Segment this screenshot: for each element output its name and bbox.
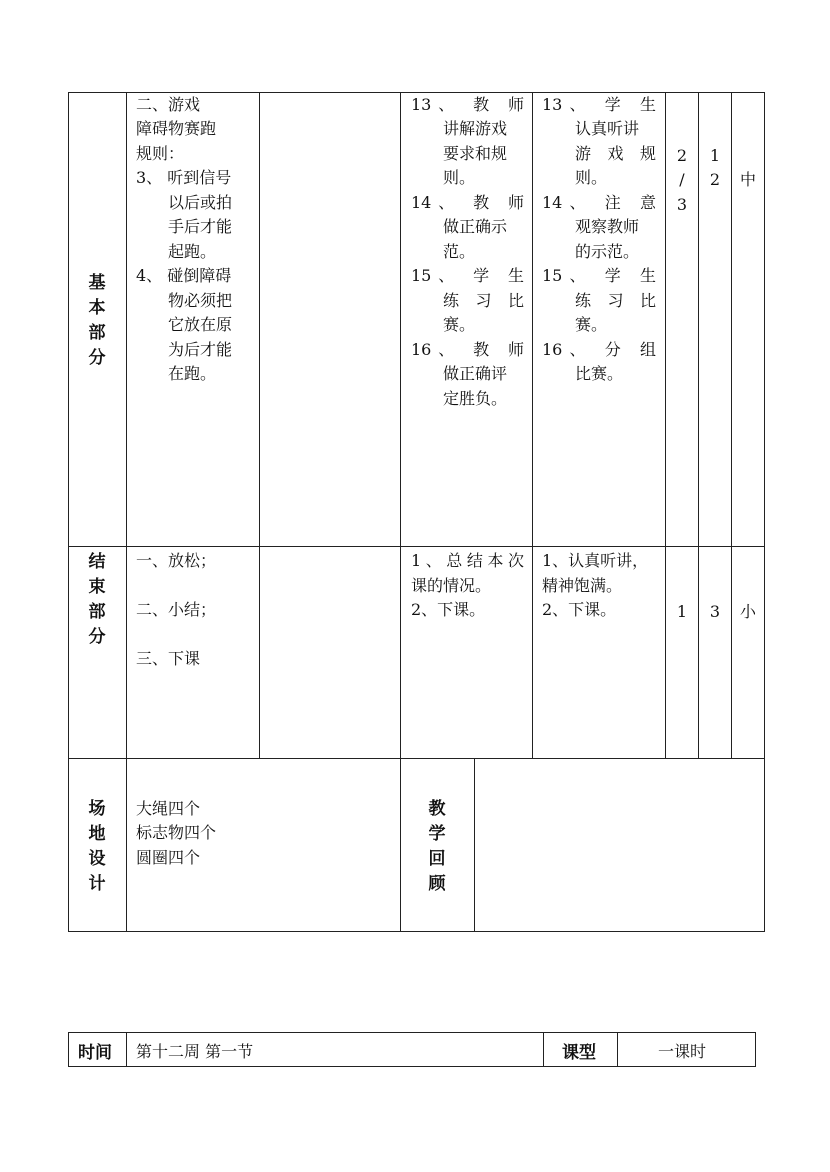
teacher-line: 讲解游戏	[443, 119, 508, 138]
teacher-line: 做正确评	[443, 364, 508, 383]
teacher-line: 做正确示	[443, 217, 508, 236]
teacher-line: 范。	[443, 242, 476, 261]
student-line: 比赛。	[575, 364, 624, 383]
time-label: 时间	[78, 1043, 112, 1063]
header-char: 计	[88, 874, 106, 894]
teacher-line: 13、 教 师	[411, 95, 524, 114]
table-border	[68, 758, 765, 759]
content-line: 在跑。	[168, 364, 217, 383]
end-time: 3	[709, 602, 721, 621]
table-border	[532, 92, 533, 759]
type-label: 课型	[562, 1043, 596, 1063]
type-value: 一课时	[658, 1042, 707, 1061]
header-char: 顾	[428, 874, 446, 894]
table-border	[68, 1066, 756, 1067]
header-char: 部	[88, 323, 106, 343]
teacher-line: 15、 学 生	[411, 266, 524, 285]
teacher-line: 定胜负。	[443, 389, 508, 408]
header-char: 分	[88, 348, 106, 368]
end-item: 二、小结；	[136, 600, 217, 619]
time-char: 1	[709, 146, 721, 165]
end-item: 一、放松；	[136, 551, 217, 570]
table-border	[68, 1032, 69, 1067]
table-border	[755, 1032, 756, 1067]
teacher-line: 练 习 比	[443, 291, 524, 310]
header-char: 束	[88, 577, 106, 597]
watermark	[348, 1092, 412, 1169]
header-char: 设	[88, 849, 106, 869]
count-char: 3	[676, 195, 688, 214]
student-line: 15、 学 生	[542, 266, 656, 285]
content-line: 起跑。	[168, 242, 217, 261]
header-char: 结	[88, 552, 106, 572]
student-line: 的示范。	[575, 242, 640, 261]
student-line: 精神饱满。	[542, 576, 623, 595]
header-char: 地	[88, 824, 106, 844]
teacher-line: 赛。	[443, 315, 476, 334]
content-line: 4、 碰倒障碍	[136, 266, 232, 285]
header-char: 学	[428, 824, 446, 844]
teacher-line: 要求和规	[443, 144, 508, 163]
teacher-line: 则。	[443, 168, 476, 187]
student-line: 13、 学 生	[542, 95, 656, 114]
table-border	[68, 546, 765, 547]
content-line: 规则：	[136, 144, 185, 163]
content-line: 它放在原	[168, 315, 233, 334]
content-line: 物必须把	[168, 291, 233, 310]
content-line: 为后才能	[168, 340, 233, 359]
teacher-line: 课的情况。	[411, 576, 492, 595]
header-char: 本	[88, 298, 106, 318]
end-count: 1	[676, 602, 688, 621]
content-line: 手后才能	[168, 217, 233, 236]
teacher-line: 2、下课。	[411, 600, 486, 619]
end-intensity: 小	[739, 602, 756, 621]
count-char: /	[679, 170, 685, 189]
table-border	[68, 92, 69, 932]
table-border	[126, 1032, 127, 1067]
student-line: 则。	[575, 168, 608, 187]
basic-section-header	[86, 271, 108, 371]
table-border	[259, 92, 260, 759]
table-border	[68, 931, 765, 932]
time-value: 第十二周 第一节	[136, 1042, 254, 1061]
teacher-line: 1、总结本次	[411, 551, 524, 570]
teacher-line: 16、 教 师	[411, 340, 524, 359]
table-border	[68, 1032, 756, 1033]
teacher-line: 14、 教 师	[411, 193, 524, 212]
table-border	[126, 92, 127, 932]
student-line: 16、 分 组	[542, 340, 656, 359]
content-line: 障碍物赛跑	[136, 119, 217, 138]
header-char: 回	[428, 849, 446, 869]
header-char: 教	[428, 799, 446, 819]
header-char: 基	[88, 273, 106, 293]
student-line: 练 习 比	[575, 291, 656, 310]
venue-item: 圆圈四个	[136, 848, 201, 867]
basic-intensity: 中	[739, 170, 756, 189]
header-char: 场	[88, 799, 106, 819]
student-line: 14、 注 意	[542, 193, 656, 212]
student-line: 赛。	[575, 315, 608, 334]
end-section-header	[86, 550, 108, 650]
content-line: 二、游戏	[136, 95, 201, 114]
header-char: 分	[88, 627, 106, 647]
table-border	[400, 92, 401, 932]
table-border	[474, 758, 475, 932]
table-border	[543, 1032, 544, 1067]
student-line: 认真听讲	[575, 119, 640, 138]
table-border	[617, 1032, 618, 1067]
venue-header	[86, 797, 108, 897]
content-line: 以后或拍	[168, 193, 233, 212]
table-border	[764, 92, 765, 932]
end-item: 三、下课	[136, 649, 201, 668]
student-line: 2、下课。	[542, 600, 617, 619]
watermark: ​	[267, 391, 333, 469]
venue-item: 标志物四个	[136, 823, 217, 842]
student-line: 观察教师	[575, 217, 640, 236]
header-char: 部	[88, 602, 106, 622]
venue-item: 大绳四个	[136, 799, 201, 818]
review-header	[426, 797, 448, 897]
count-char: 2	[676, 146, 688, 165]
student-line: 1、认真听讲，	[542, 551, 649, 570]
content-line: 3、 听到信号	[136, 168, 232, 187]
student-line: 游 戏 规	[575, 144, 656, 163]
time-char: 2	[709, 170, 721, 189]
